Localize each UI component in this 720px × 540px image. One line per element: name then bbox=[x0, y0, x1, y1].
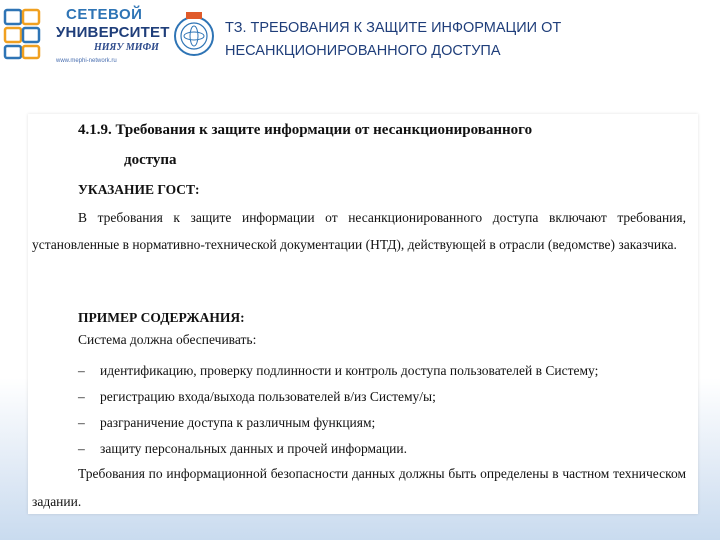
gost-paragraph: В требования к защите информации от несанкционированного доступа включают требования, установленные в нормативно-технической документации (НТД), действующей в отрасли (ведомстве) заказчика. bbox=[32, 210, 686, 252]
system-intro: Система должна обеспечивать: bbox=[78, 332, 257, 347]
list-item-text: защиту персональных данных и прочей информации. bbox=[100, 441, 407, 456]
bullet-dash: – bbox=[78, 441, 85, 456]
document-excerpt bbox=[28, 114, 698, 514]
list-item bbox=[78, 410, 598, 436]
university-emblem-icon bbox=[172, 10, 216, 58]
network-logo-icon bbox=[3, 6, 43, 62]
requirements-list bbox=[78, 358, 598, 462]
logo-line-2: УНИВЕРСИТЕТ bbox=[56, 24, 170, 41]
bullet-dash: – bbox=[78, 389, 85, 404]
list-item bbox=[78, 358, 598, 384]
example-label: ПРИМЕР СОДЕРЖАНИЯ: bbox=[78, 310, 245, 325]
slide-title: ТЗ. ТРЕБОВАНИЯ К ЗАЩИТЕ ИНФОРМАЦИИ ОТ НЕСАНКЦИОНИРОВАННОГО ДОСТУПА bbox=[225, 20, 562, 59]
bullet-dash: – bbox=[78, 415, 85, 430]
list-item bbox=[78, 384, 598, 410]
list-item-text: разграничение доступа к различным функциям; bbox=[100, 415, 376, 430]
logo-line-3: НИЯУ МИФИ bbox=[94, 42, 159, 53]
bullet-dash: – bbox=[78, 363, 85, 378]
gost-label: УКАЗАНИЕ ГОСТ: bbox=[78, 182, 200, 197]
section-heading-continuation: доступа bbox=[124, 152, 177, 168]
logo-url: www.mephi-network.ru bbox=[56, 58, 117, 64]
list-item-text: идентификацию, проверку подлинности и контроль доступа пользователей в Систему; bbox=[100, 363, 599, 378]
requirements-paragraph: Требования по информационной безопасности данных должны быть определены в частном техническом задании. bbox=[32, 466, 686, 509]
logo-line-1: СЕТЕВОЙ bbox=[66, 6, 143, 23]
list-item bbox=[78, 436, 598, 462]
list-item-text: регистрацию входа/выхода пользователей в/из Систему/ы; bbox=[100, 389, 436, 404]
slide-header bbox=[0, 0, 720, 80]
section-heading: 4.1.9. Требования к защите информации от несанкционированного bbox=[78, 122, 533, 138]
